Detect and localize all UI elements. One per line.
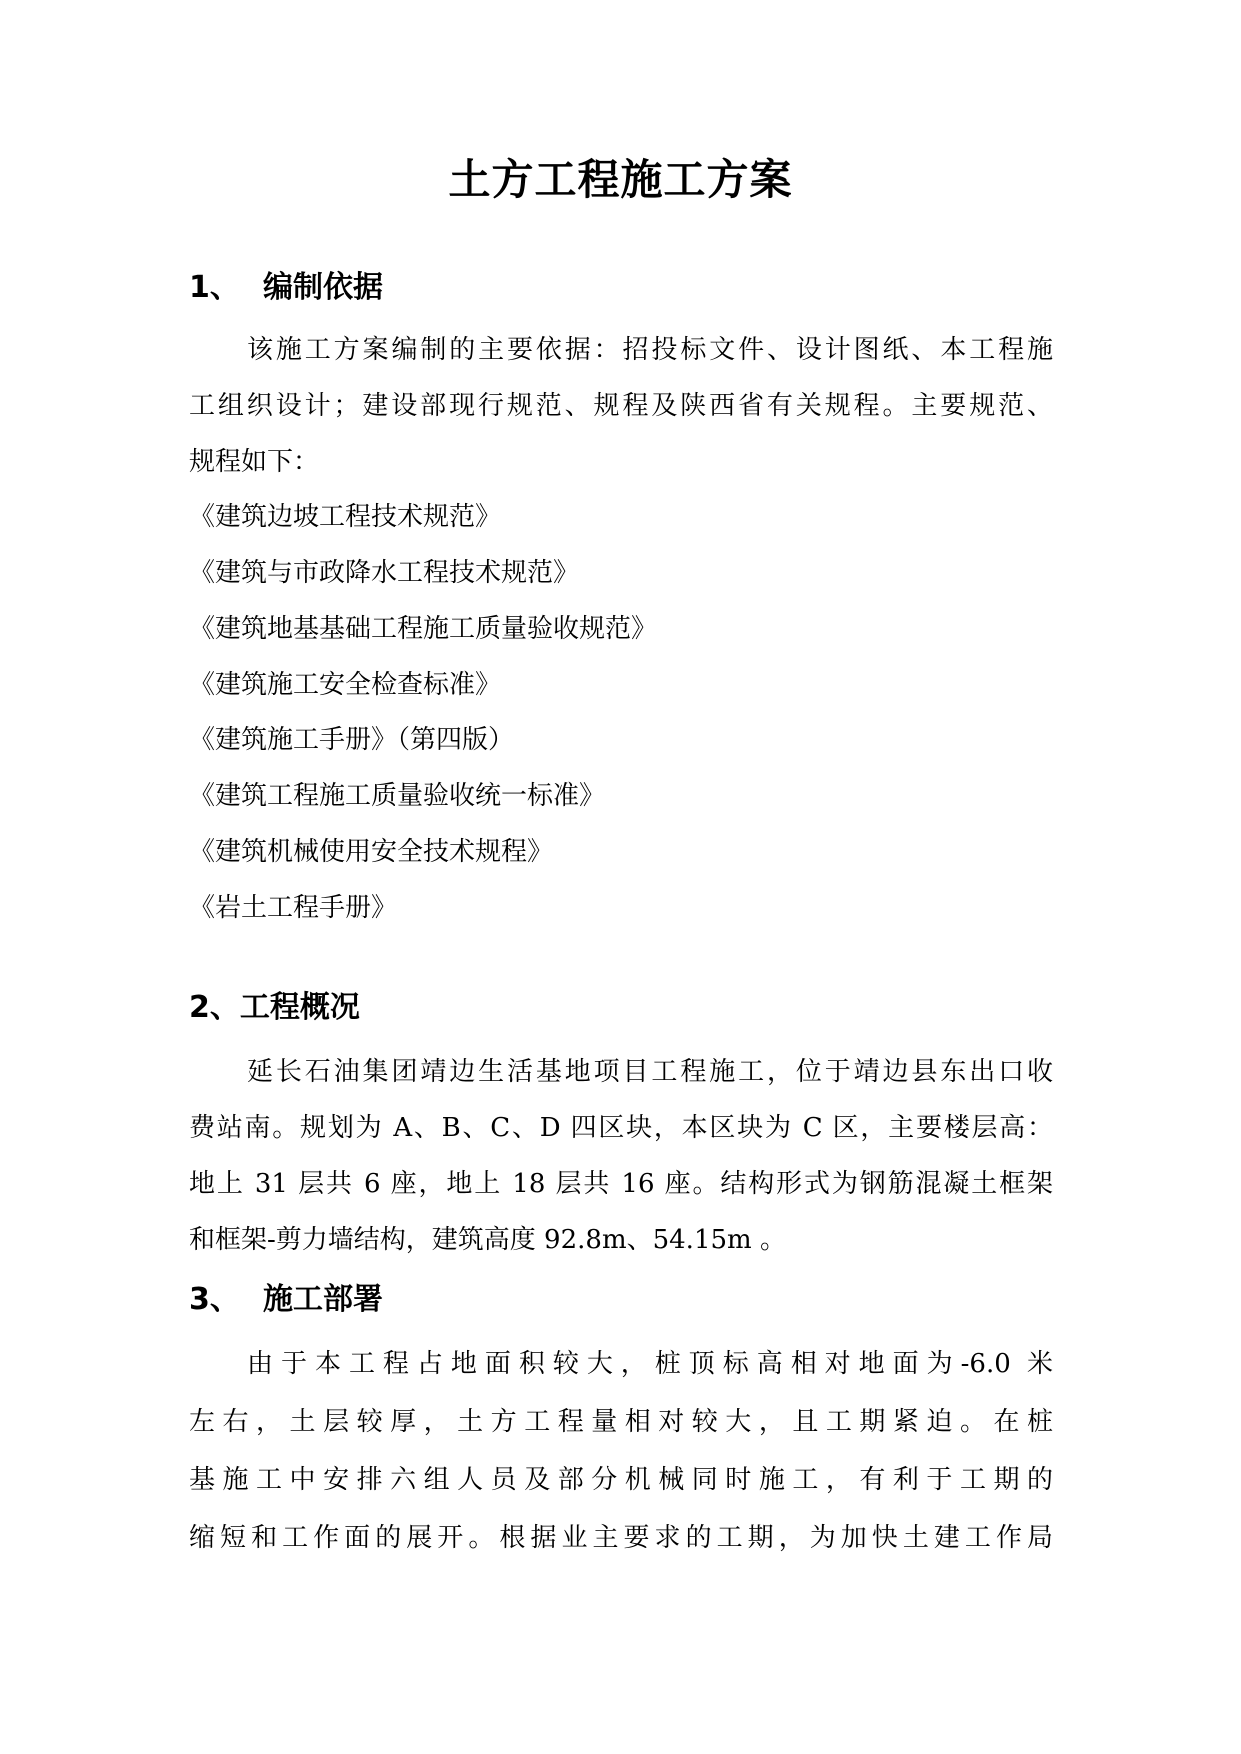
section-3-paragraph-line: 左右，土层较厚，土方工程量相对较大，且工期紧迫。在桩	[189, 1407, 1053, 1437]
section-2-paragraph-line: 延长石油集团靖边生活基地项目工程施工，位于靖边县东出口收	[247, 1057, 1053, 1087]
section-3-title: 施工部署	[263, 1282, 383, 1317]
section-3-paragraph-line: 缩短和工作面的展开。根据业主要求的工期，为加快土建工作局	[189, 1523, 1053, 1553]
section-1-heading	[189, 266, 383, 310]
section-3-number: 3、	[189, 1282, 240, 1317]
section-1-paragraph-line: 该施工方案编制的主要依据：招投标文件、设计图纸、本工程施	[247, 335, 1053, 365]
section-1-paragraph-line: 规程如下：	[189, 447, 320, 477]
document-title: 土方工程施工方案	[448, 155, 793, 204]
section-2-paragraph-line: 费站南。规划为 A、B、C、D 四区块，本区块为 C 区，主要楼层高：	[189, 1113, 1053, 1143]
standard-list-item: 《建筑施工手册》（第四版）	[189, 725, 515, 755]
standard-list-item: 《建筑与市政降水工程技术规范》	[189, 558, 580, 588]
section-3-heading	[189, 1278, 383, 1322]
standard-list-item: 《建筑边坡工程技术规范》	[189, 502, 502, 532]
section-2-paragraph-line: 和框架-剪力墙结构，建筑高度 92.8m、54.15m 。	[189, 1225, 786, 1255]
standard-list-item: 《建筑机械使用安全技术规程》	[189, 837, 554, 867]
standard-list-item: 《岩土工程手册》	[189, 893, 398, 923]
section-1-title: 编制依据	[263, 270, 383, 305]
standard-list-item: 《建筑地基基础工程施工质量验收规范》	[189, 614, 658, 644]
section-1-paragraph-line: 工组织设计；建设部现行规范、规程及陕西省有关规程。主要规范、	[189, 391, 1053, 421]
section-3-paragraph-line: 基施工中安排六组人员及部分机械同时施工，有利于工期的	[189, 1465, 1053, 1495]
section-2-heading: 2、工程概况	[189, 990, 360, 1025]
standard-list-item: 《建筑施工安全检查标准》	[189, 670, 502, 700]
standard-list-item: 《建筑工程施工质量验收统一标准》	[189, 781, 606, 811]
section-2-paragraph-line: 地上 31 层共 6 座，地上 18 层共 16 座。结构形式为钢筋混凝土框架	[189, 1169, 1053, 1199]
section-1-number: 1、	[189, 270, 240, 305]
section-3-paragraph-line: 由于本工程占地面积较大，桩顶标高相对地面为-6.0 米	[247, 1349, 1053, 1379]
